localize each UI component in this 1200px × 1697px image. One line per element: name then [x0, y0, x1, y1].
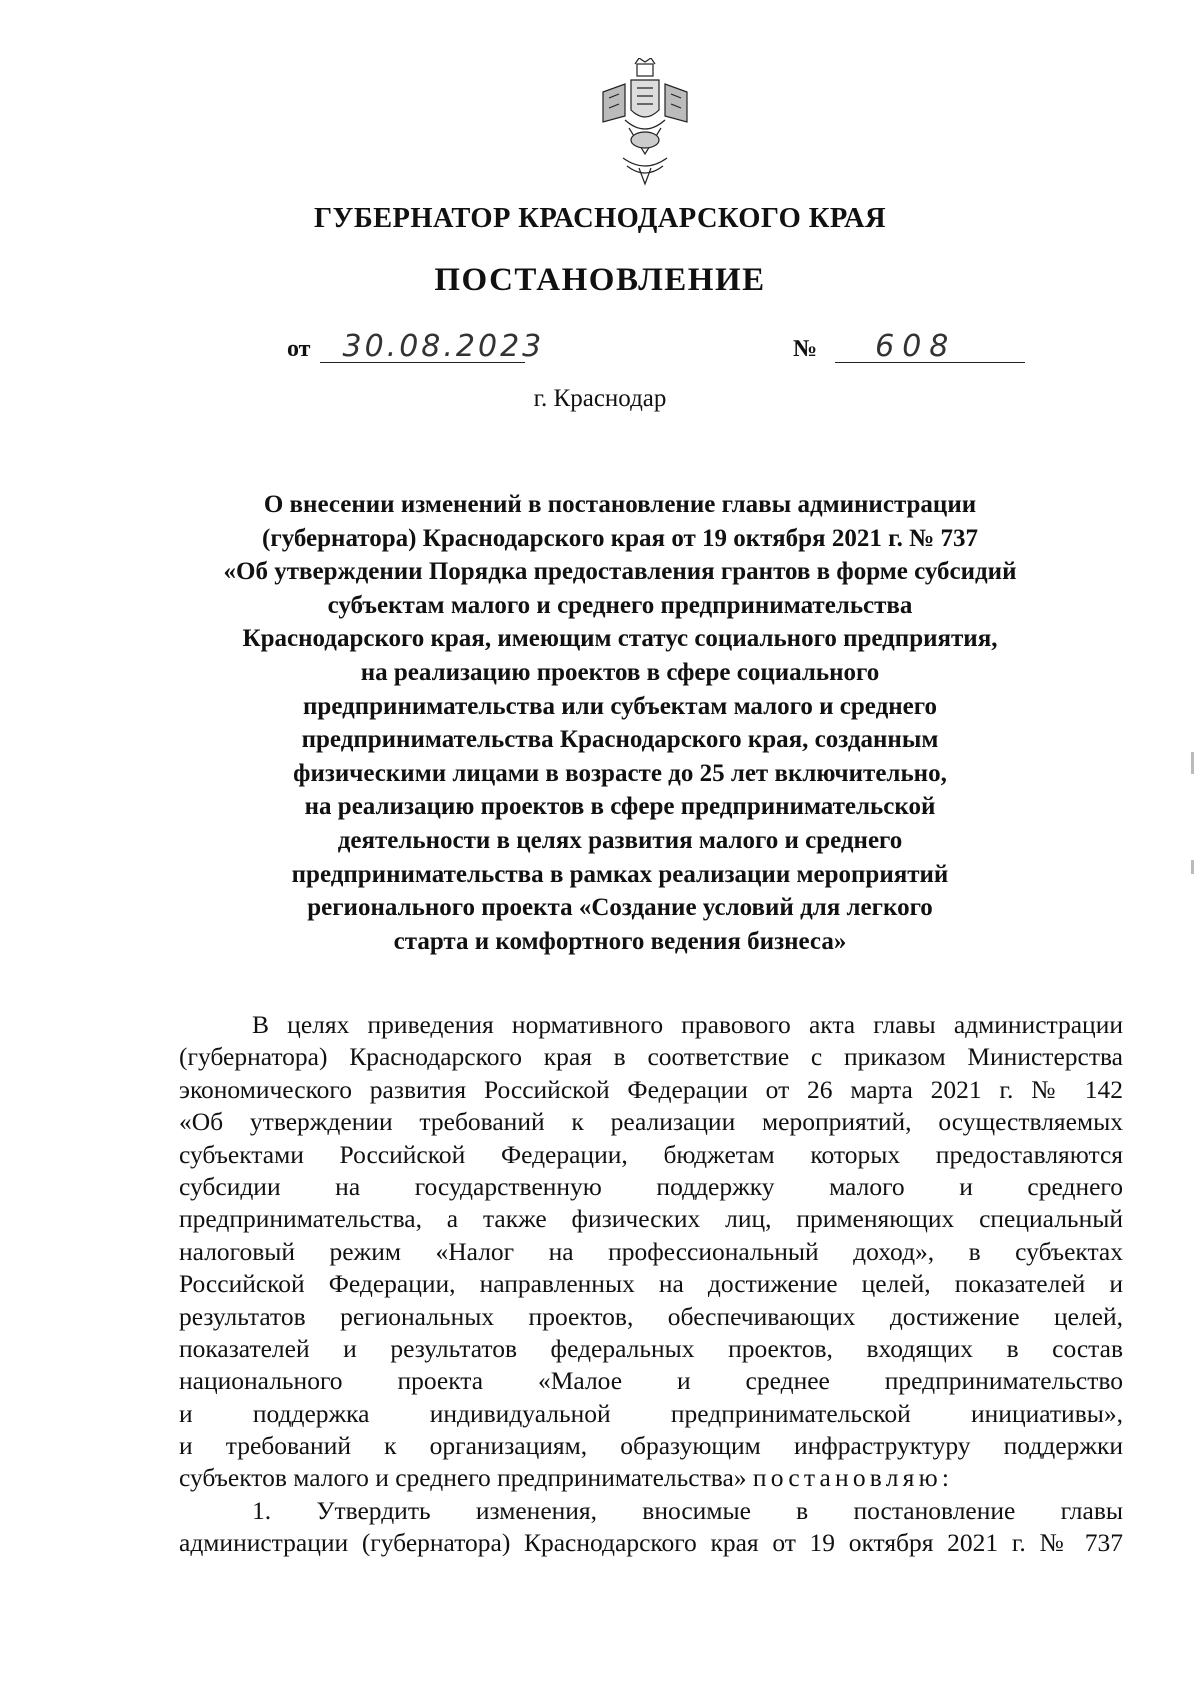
title-line: (губернатора) Краснодарского края от 19 октября 2021 г. № 737 — [262, 524, 978, 552]
body-line: национального проекта «Малое и среднее предпринимательство — [179, 1366, 1123, 1396]
title-line: на реализацию проектов в сфере социального — [360, 658, 880, 686]
date-line — [287, 329, 545, 364]
body-line: субсидии на государственную поддержку малого и среднего — [179, 1171, 1123, 1201]
issuing-authority: ГУБЕРНАТОР КРАСНОДАРСКОГО КРАЯ — [314, 203, 886, 234]
body-line: (губернатора) Краснодарского края в соответствие с приказом Министерства — [179, 1042, 1123, 1072]
resolution-word: постановляю: — [752, 1463, 954, 1493]
body-line: налоговый режим «Налог на профессиональный доход», в субъектах — [179, 1236, 1123, 1266]
title-line: старта и комфортного ведения бизнеса» — [393, 927, 847, 955]
coat-of-arms-emblem — [595, 58, 695, 186]
document-title — [180, 488, 1060, 958]
body-line: субъектами Российской Федерации, бюджетам которых предоставляются — [179, 1139, 1123, 1169]
title-line: деятельности в целях развития малого и среднего — [337, 826, 903, 854]
title-line: О внесении изменений в постановление главы администрации — [263, 491, 977, 518]
title-line: на реализацию проектов в сфере предпринимательской — [304, 793, 936, 821]
title-line: «Об утверждении Порядка предоставления грантов в форме субсидий — [223, 558, 1017, 586]
title-line: физическими лицами в возрасте до 25 лет включительно, — [293, 759, 947, 787]
body-line: и требований к организациям, образующим инфраструктуру поддержки — [179, 1431, 1123, 1461]
body-line: администрации (губернатора) Краснодарского края от 19 октября 2021 г. № 737 — [179, 1528, 1123, 1558]
document-body — [179, 1009, 1123, 1560]
title-line: субъектам малого и среднего предпринимательства — [327, 591, 913, 619]
body-line: предпринимательства, а также физических лиц, применяющих специальный — [179, 1204, 1123, 1234]
title-line: Краснодарского края, имеющим статус социального предприятия, — [242, 625, 998, 653]
city: г. Краснодар — [533, 385, 667, 412]
body-line — [179, 1462, 1123, 1494]
number-prefix: № — [793, 336, 818, 362]
title-line: предпринимательства в рамках реализации мероприятий — [291, 860, 949, 888]
date-field: 30.08.2023 — [320, 332, 525, 363]
body-line: В целях приведения нормативного правового акта главы администрации — [252, 1010, 1123, 1039]
body-line: показателей и результатов федеральных проектов, входящих в состав — [179, 1333, 1123, 1363]
body-line: результатов региональных проектов, обеспечивающих достижение целей, — [179, 1301, 1123, 1331]
title-line: предпринимательства Краснодарского края, созданным — [301, 726, 939, 754]
body-line: Российской Федерации, направленных на достижение целей, показателей и — [179, 1269, 1123, 1299]
body-line: «Об утверждении требований к реализации мероприятий, осуществляемых — [179, 1107, 1123, 1137]
body-line-text: субъектов малого и среднего предпринимательства» — [179, 1463, 747, 1493]
number-field: 608 — [835, 332, 1025, 363]
body-line: 1. Утвердить изменения, вносимые в постановление главы — [252, 1495, 1123, 1525]
title-line: предпринимательства или субъектам малого и среднего — [303, 692, 937, 720]
date-prefix: от — [287, 336, 311, 362]
document-type: ПОСТАНОВЛЕНИЕ — [434, 262, 766, 298]
number-line — [793, 329, 1025, 364]
scan-mark — [1191, 752, 1194, 774]
title-line: регионального проекта «Создание условий для легкого — [307, 894, 933, 922]
scan-mark — [1191, 860, 1194, 874]
body-line: и поддержка индивидуальной предпринимательской инициативы», — [179, 1398, 1123, 1428]
body-line: экономического развития Российской Федерации от 26 марта 2021 г. № 142 — [179, 1074, 1123, 1104]
